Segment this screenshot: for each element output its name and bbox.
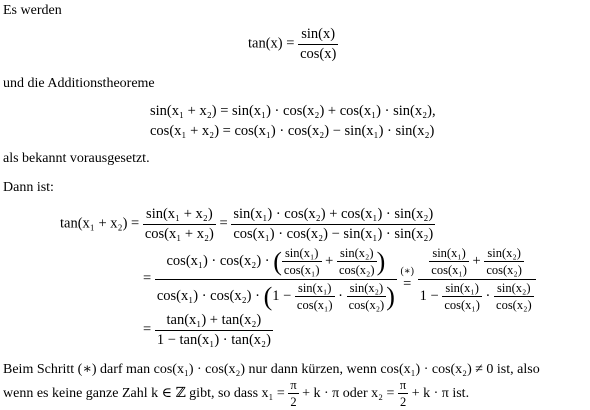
fraction-numerator: sin(x₁) (432, 246, 466, 260)
small-fraction (295, 281, 335, 313)
fraction-numerator: sin(x₁ + x₂) (146, 206, 213, 222)
reduced-denominator: 1 − $\frac{\text{sin(x₁)}}{\text{cos(x₁)}}$ · $\frac{\text{sin(x₂)}}{\text{cos(x₂)}}$ (418, 279, 536, 313)
star-mark: (∗) (400, 266, 414, 277)
derivation-line-3: = $\frac{\text{tan(x₁) + tan(x₂)}}{\text{1 − tan(x₁) · tan(x₂)}}$ (143, 312, 271, 348)
small-fraction (494, 281, 534, 313)
small-fraction (337, 246, 377, 278)
fraction-denominator: cos(x₂) (486, 263, 522, 278)
fraction-numerator: π (399, 378, 407, 392)
assumed-text: als bekannt vorausgesetzt. (3, 151, 150, 166)
fraction-denominator: cos(x₂) (338, 263, 375, 278)
fraction-denominator: cos(x₁) (296, 298, 333, 313)
tan-sum-result-fraction (155, 312, 273, 348)
fraction-numerator: sin(x₂) (497, 280, 531, 295)
small-fraction (429, 246, 469, 278)
fraction-denominator: 1 − tan(x₁) · tan(x₂) (156, 331, 271, 348)
one-minus: 1 − (272, 287, 292, 304)
addition-theorem-cos: cos(x₁ + x₂) = cos(x₁) · cos(x₂) − sin(x₁) · sin(x₂) (150, 123, 435, 139)
fraction-numerator: sin(x₁) (297, 280, 332, 295)
note-part-a: wenn es keine ganze Zahl k ∈ ℤ gibt, so dass x₁ = (3, 386, 285, 402)
fraction-numerator: π (290, 378, 297, 392)
note-part-c: + k · π ist. (411, 386, 470, 402)
fraction-numerator: tan(x₁) + tan(x₂) (166, 312, 262, 328)
theorems-intro: und die Additionstheoreme (3, 76, 155, 91)
fraction-numerator: sin(x₁) (284, 246, 319, 260)
addition-theorem-sin: sin(x₁ + x₂) = sin(x₁) · cos(x₂) + cos(x₁) · sin(x₂), (150, 103, 436, 119)
reduced-numerator: $\frac{\text{sin(x₁)}}{\text{cos(x₁)}}$ + $\frac{\text{sin(x₂)}}{\text{cos(x₂)}}$ (431, 246, 522, 278)
note-line-1: Beim Schritt (∗) darf man cos(x₁) · cos(x₂) nur dann kürzen, wenn cos(x₁) · cos(x₂) ≠ 0 ist, also (3, 362, 540, 377)
fraction-denominator: 2 (290, 395, 297, 410)
small-fraction (442, 281, 482, 313)
fraction-denominator: cos(x₁ + x₂) (144, 225, 214, 242)
fraction-numerator: sin(x₂) (339, 246, 374, 260)
small-fraction (484, 246, 524, 278)
factored-numerator: cos(x₁) · cos(x₂) · ( $\frac{\text{sin(x₁)}}{\text{cos(x₁)}}$ + $\frac{\text{sin(x₂)}}{\text{cos(x₂)}}$ ) (166, 246, 386, 278)
fraction-denominator: cos(x₁) (444, 298, 480, 313)
intro-text: Es werden (3, 3, 62, 18)
tan-definition-numerator: sin(x) (301, 26, 336, 42)
one-minus: 1 − (419, 287, 439, 304)
fraction-numerator: sin(x₁) (445, 280, 479, 295)
factored-fraction (155, 246, 397, 313)
fraction-numerator: sin(x₂) (349, 280, 384, 295)
note-line-2 (3, 378, 469, 410)
tan-definition (248, 26, 338, 62)
fraction-denominator: cos(x₁) · cos(x₂) − sin(x₁) · sin(x₂) (233, 225, 434, 242)
star-equals: (∗) = (400, 266, 414, 292)
cos-product: cos(x₁) · cos(x₂) · (156, 287, 260, 304)
fraction-denominator: cos(x₂) (348, 298, 385, 313)
derivation-line-2: = cos(x₁) · cos(x₂) · ( $\frac{\text{sin(x₁)}}{\text{cos(x₁)}}$ + $\frac{\text{sin(x₂)}}{\text{cos(x₂)}}$ ) cos(x₁) · cos(x₂) · (1 − $\frac{\text{sin(x₁)}}{\text{cos(x₁)}}$ · $\frac{\text{sin(x₂)}}{\text{cos(x₂)}}$ ) (∗) = $\frac{\text{sin(x₁)}}{\text{cos(x₁)}}$ + $\frac{\text{sin(x₂)}}{\text{cos(x₂)}}$ 1 − $\frac{\text{sin(x₁)}}{\text{cos(x₁)}}$ · $\frac{\text{sin(x₂)}}{\text{cos(x₂)}}$ (143, 246, 536, 313)
tan-definition-lhs: tan(x) = (248, 35, 295, 52)
fraction-denominator: 2 (399, 395, 407, 410)
then-text: Dann ist: (3, 180, 54, 195)
derivation-line-1: tan(x₁ + x₂) = $\frac{\text{sin(x₁ + x₂)}}{\text{cos(x₁ + x₂)}}$ = $\frac{\text{sin(x₁) · cos(x₂) + cos(x₁) · sin(x₂)}}{\text{cos(x₁) · cos(x₂) − sin(x₁) · sin(x₂)}}$ (60, 206, 434, 242)
fraction-numerator: sin(x₁) · cos(x₂) + cos(x₁) · sin(x₂) (233, 206, 434, 222)
fraction-denominator: cos(x₁) (431, 263, 467, 278)
fraction-denominator: cos(x₂) (496, 298, 532, 313)
cos-product: cos(x₁) · cos(x₂) · (166, 253, 270, 270)
fraction-denominator: cos(x₁) (283, 263, 320, 278)
tan-sum-lhs: tan(x₁ + x₂) = (60, 215, 140, 232)
sin-over-cos-sum-fraction (143, 206, 216, 242)
fraction-numerator: sin(x₂) (487, 246, 521, 260)
small-fraction (347, 281, 387, 313)
expanded-theorem-fraction (231, 206, 435, 242)
pi-half-fraction (398, 378, 408, 410)
factored-denominator: cos(x₁) · cos(x₂) · (1 − $\frac{\text{sin(x₁)}}{\text{cos(x₁)}}$ · $\frac{\text{sin(x₂)}}{\text{cos(x₂)}}$ ) (156, 280, 395, 313)
small-fraction (282, 246, 322, 278)
reduced-fraction (418, 246, 536, 313)
note-part-b: + k · π oder x₂ = (302, 386, 395, 402)
tan-definition-denominator: cos(x) (300, 45, 337, 62)
tan-definition-fraction (298, 26, 338, 62)
pi-half-fraction (288, 378, 298, 410)
